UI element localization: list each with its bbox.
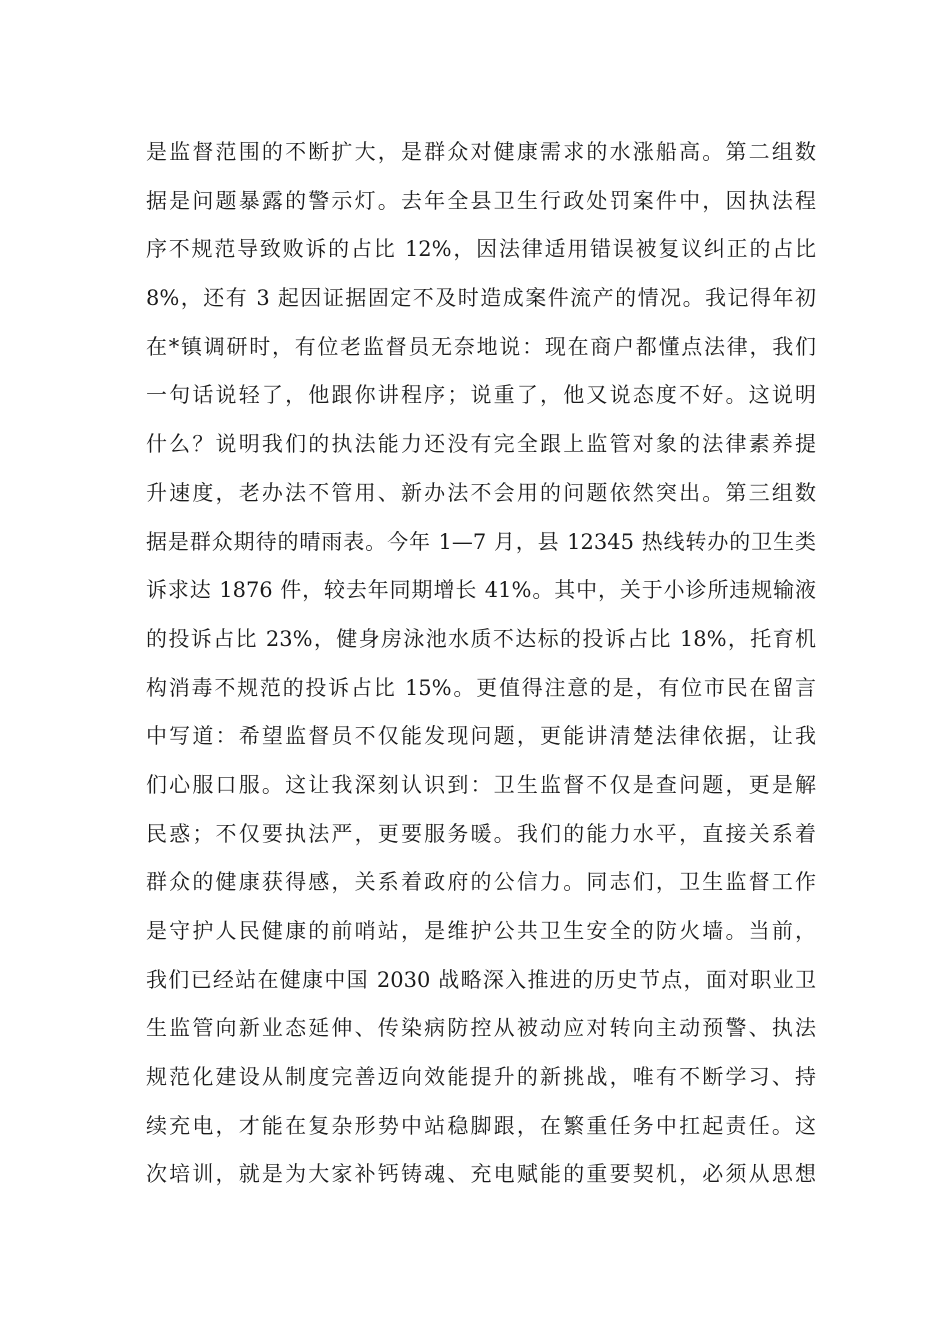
text-line: 生监管向新业态延伸、传染病防控从被动应对转向主动预警、执法 xyxy=(146,1016,816,1041)
text-line: 续充电，才能在复杂形势中站稳脚跟，在繁重任务中扛起责任。这 xyxy=(146,1113,816,1138)
text-line: 在*镇调研时，有位老监督员无奈地说：现在商户都懂点法律，我们 xyxy=(146,334,816,359)
text-line: 据是问题暴露的警示灯。去年全县卫生行政处罚案件中，因执法程 xyxy=(146,188,816,213)
text-line: 们心服口服。这让我深刻认识到：卫生监督不仅是查问题，更是解 xyxy=(146,772,816,797)
text-line: 8%，还有 3 起因证据固定不及时造成案件流产的情况。我记得年初 xyxy=(146,286,816,311)
text-line: 民惑；不仅要执法严，更要服务暖。我们的能力水平，直接关系着 xyxy=(146,821,816,846)
text-line: 次培训，就是为大家补钙铸魂、充电赋能的重要契机，必须从思想 xyxy=(146,1162,816,1187)
text-line: 诉求达 1876 件，较去年同期增长 41%。其中，关于小诊所违规输液 xyxy=(146,578,816,603)
text-line: 是守护人民健康的前哨站，是维护公共卫生安全的防火墙。当前， xyxy=(146,919,816,943)
text-line: 什么？说明我们的执法能力还没有完全跟上监管对象的法律素养提 xyxy=(146,432,816,457)
text-line: 规范化建设从制度完善迈向效能提升的新挑战，唯有不断学习、持 xyxy=(146,1065,816,1090)
text-line: 据是群众期待的晴雨表。今年 1—7 月，县 12345 热线转办的卫生类 xyxy=(146,529,816,554)
text-line: 我们已经站在健康中国 2030 战略深入推进的历史节点，面对职业卫 xyxy=(146,967,816,992)
text-line: 序不规范导致败诉的占比 12%，因法律适用错误被复议纠正的占比 xyxy=(146,237,816,262)
text-line: 构消毒不规范的投诉占比 15%。更值得注意的是，有位市民在留言 xyxy=(146,675,816,700)
body-text xyxy=(146,128,816,1199)
text-line: 群众的健康获得感，关系着政府的公信力。同志们，卫生监督工作 xyxy=(146,870,816,895)
text-line: 一句话说轻了，他跟你讲程序；说重了，他又说态度不好。这说明 xyxy=(146,383,816,408)
text-line: 升速度，老办法不管用、新办法不会用的问题依然突出。第三组数 xyxy=(146,480,816,505)
text-line: 是监督范围的不断扩大，是群众对健康需求的水涨船高。第二组数 xyxy=(146,140,816,164)
text-line: 中写道：希望监督员不仅能发现问题，更能讲清楚法律依据，让我 xyxy=(146,724,816,749)
text-line: 的投诉占比 23%，健身房泳池水质不达标的投诉占比 18%，托育机 xyxy=(146,626,816,651)
